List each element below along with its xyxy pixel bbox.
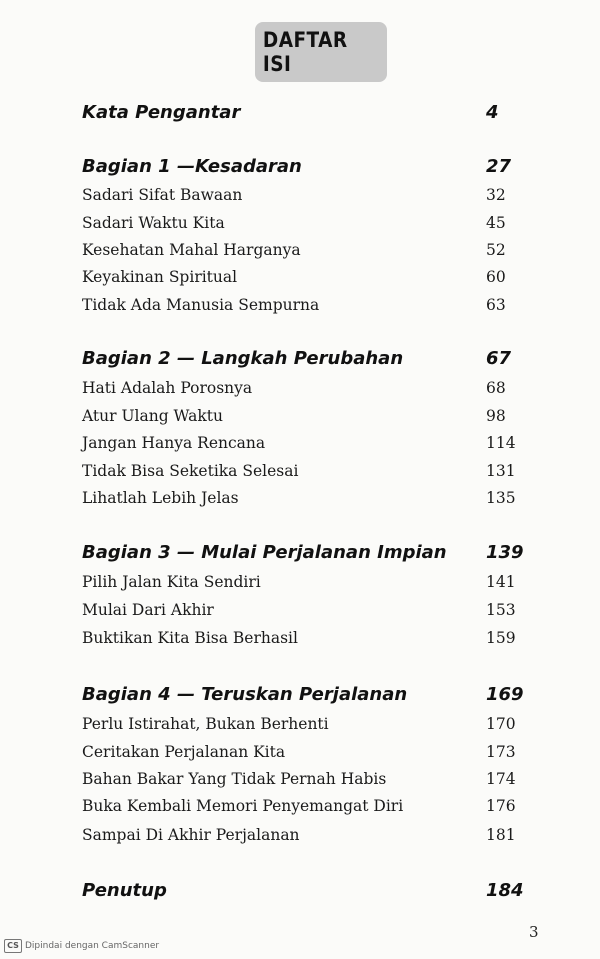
toc-item-page: 45 (486, 214, 506, 232)
section-page: 139 (486, 542, 524, 563)
scanner-watermark (4, 939, 159, 953)
page-number: 3 (529, 923, 539, 941)
toc-item-label: Mulai Dari Akhir (82, 601, 214, 619)
toc-item-page: 181 (486, 826, 516, 844)
toc-item-label: Sadari Waktu Kita (82, 214, 225, 232)
toc-item-label: Pilih Jalan Kita Sendiri (82, 573, 261, 591)
toc-item-page: 135 (486, 489, 516, 507)
title-badge (255, 22, 387, 82)
toc-item-page: 176 (486, 797, 516, 815)
toc-item-label: Tidak Bisa Seketika Selesai (82, 462, 299, 480)
toc-entry-label: Penutup (82, 880, 167, 901)
section-page: 169 (486, 684, 524, 705)
toc-item-page: 68 (486, 379, 506, 397)
toc-item-page: 174 (486, 770, 516, 788)
toc-entry-page: 184 (486, 880, 524, 901)
toc-item-page: 114 (486, 434, 516, 452)
toc-item-label: Kesehatan Mahal Harganya (82, 241, 301, 259)
camscanner-logo-icon: CS (4, 939, 22, 953)
section-title: Bagian 2 — Langkah Perubahan (82, 348, 404, 369)
toc-item-label: Perlu Istirahat, Bukan Berhenti (82, 715, 329, 733)
section-page: 67 (486, 348, 512, 369)
toc-item-page: 60 (486, 268, 506, 286)
toc-item-label: Ceritakan Perjalanan Kita (82, 743, 286, 761)
toc-item-page: 98 (486, 407, 506, 425)
toc-entry-page: 4 (486, 102, 499, 123)
toc-item-page: 141 (486, 573, 516, 591)
toc-item-label: Bahan Bakar Yang Tidak Pernah Habis (82, 770, 387, 788)
toc-item-label: Lihatlah Lebih Jelas (82, 489, 239, 507)
toc-item-label: Keyakinan Spiritual (82, 268, 238, 286)
toc-item-page: 159 (486, 629, 516, 647)
page-title: DAFTAR ISI (262, 28, 348, 76)
toc-item-page: 131 (486, 462, 516, 480)
section-title: Bagian 1 —Kesadaran (82, 156, 302, 177)
toc-item-page: 32 (486, 186, 506, 204)
section-title: Bagian 4 — Teruskan Perjalanan (82, 684, 408, 705)
scanner-text: Dipindai dengan CamScanner (25, 941, 160, 951)
toc-item-page: 170 (486, 715, 516, 733)
toc-item-label: Buka Kembali Memori Penyemangat Diri (82, 797, 404, 815)
section-page: 27 (486, 156, 512, 177)
toc-item-page: 153 (486, 601, 516, 619)
toc-item-page: 63 (486, 296, 506, 314)
section-title: Bagian 3 — Mulai Perjalanan Impian (82, 542, 447, 563)
toc-item-page: 52 (486, 241, 506, 259)
toc-item-label: Tidak Ada Manusia Sempurna (82, 296, 320, 314)
toc-item-label: Jangan Hanya Rencana (82, 434, 266, 452)
toc-item-label: Sadari Sifat Bawaan (82, 186, 243, 204)
toc-item-label: Buktikan Kita Bisa Berhasil (82, 629, 298, 647)
toc-item-label: Atur Ulang Waktu (82, 407, 223, 425)
toc-entry-label: Kata Pengantar (82, 102, 241, 123)
toc-item-label: Hati Adalah Porosnya (82, 379, 253, 397)
toc-item-label: Sampai Di Akhir Perjalanan (82, 826, 300, 844)
toc-item-page: 173 (486, 743, 516, 761)
